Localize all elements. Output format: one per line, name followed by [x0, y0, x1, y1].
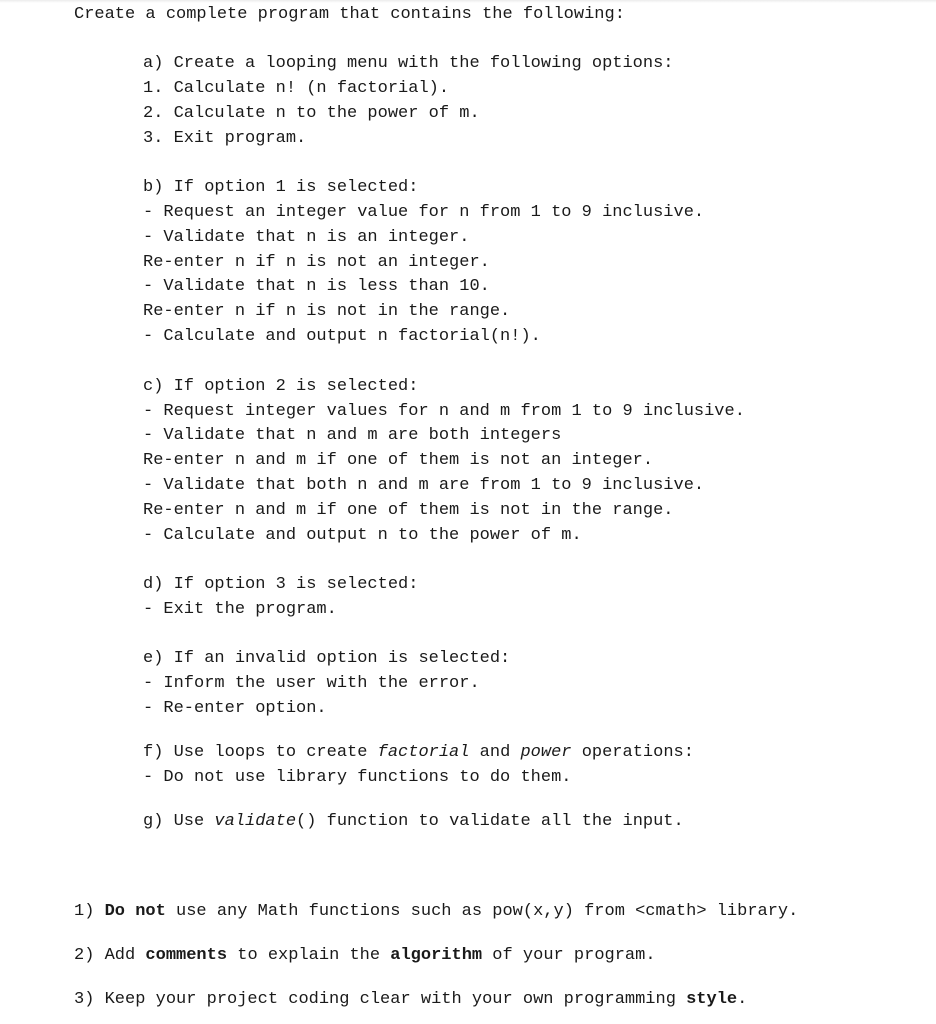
section-c-line: - Request integer values for n and m from 1 to 9 inclusive. — [143, 402, 745, 421]
requirement-2-num: 2) — [74, 946, 105, 965]
section-f-factorial: factorial — [377, 743, 470, 762]
requirement-3-rest: . — [737, 990, 748, 1009]
section-c-line: Re-enter n and m if one of them is not an integer. — [143, 451, 654, 470]
requirement-1 — [74, 902, 798, 922]
section-g-prefix: g) Use — [143, 812, 215, 831]
requirement-2-rest: of your program. — [482, 946, 656, 965]
section-b-line: Re-enter n if n is not an integer. — [143, 253, 490, 272]
intro-text: Create a complete program that contains the following: — [74, 5, 625, 24]
section-c-heading: c) If option 2 is selected: — [143, 377, 419, 396]
section-b-line: Re-enter n if n is not in the range. — [143, 302, 511, 321]
section-g-suffix: () function to validate all the input. — [296, 812, 684, 831]
requirement-2-bold-algorithm: algorithm — [390, 946, 483, 965]
section-d-line: - Exit the program. — [143, 600, 337, 619]
section-b-heading: b) If option 1 is selected: — [143, 178, 419, 197]
section-b-line: - Calculate and output n factorial(n!). — [143, 327, 541, 346]
section-e-line: - Re-enter option. — [143, 699, 327, 718]
requirement-2-mid: to explain the — [227, 946, 391, 965]
requirement-3-bold-style: style — [686, 990, 738, 1009]
top-edge-shadow — [0, 0, 936, 3]
section-f-suffix: operations: — [571, 743, 694, 762]
section-c-line: - Validate that both n and m are from 1 to 9 inclusive. — [143, 476, 705, 495]
requirement-1-rest: use any Math functions such as pow(x,y) from <cmath> library. — [165, 902, 799, 921]
section-c-line: - Calculate and output n to the power of m. — [143, 526, 582, 545]
section-c-line: Re-enter n and m if one of them is not in the range. — [143, 501, 674, 520]
requirement-3-pre: Keep your project coding clear with your own programming — [104, 990, 687, 1009]
requirement-3-num: 3) — [74, 990, 105, 1009]
section-f-mid: and — [469, 743, 521, 762]
requirement-1-num: 1) — [74, 902, 105, 921]
requirement-2-pre: Add — [104, 946, 146, 965]
requirement-3 — [74, 990, 747, 1010]
section-d-heading: d) If option 3 is selected: — [143, 575, 419, 594]
section-g-validate: validate — [214, 812, 297, 831]
section-c-line: - Validate that n and m are both integers — [143, 426, 562, 445]
requirement-2 — [74, 946, 656, 966]
section-b-line: - Request an integer value for n from 1 to 9 inclusive. — [143, 203, 705, 222]
requirement-2-bold-comments: comments — [145, 946, 228, 965]
section-f-heading — [143, 743, 694, 763]
section-g-line — [143, 812, 684, 832]
section-f-prefix: f) Use loops to create — [143, 743, 378, 762]
section-f-power: power — [520, 743, 572, 762]
section-e-line: - Inform the user with the error. — [143, 674, 480, 693]
section-b-line: - Validate that n is an integer. — [143, 228, 470, 247]
section-a-heading: a) Create a looping menu with the following options: — [143, 54, 674, 73]
section-f-line: - Do not use library functions to do them. — [143, 768, 572, 787]
menu-option-3: 3. Exit program. — [143, 129, 307, 148]
menu-option-1: 1. Calculate n! (n factorial). — [143, 79, 450, 98]
requirement-1-bold: Do not — [104, 902, 166, 921]
menu-option-2: 2. Calculate n to the power of m. — [143, 104, 480, 123]
section-e-heading: e) If an invalid option is selected: — [143, 649, 511, 668]
section-b-line: - Validate that n is less than 10. — [143, 277, 490, 296]
